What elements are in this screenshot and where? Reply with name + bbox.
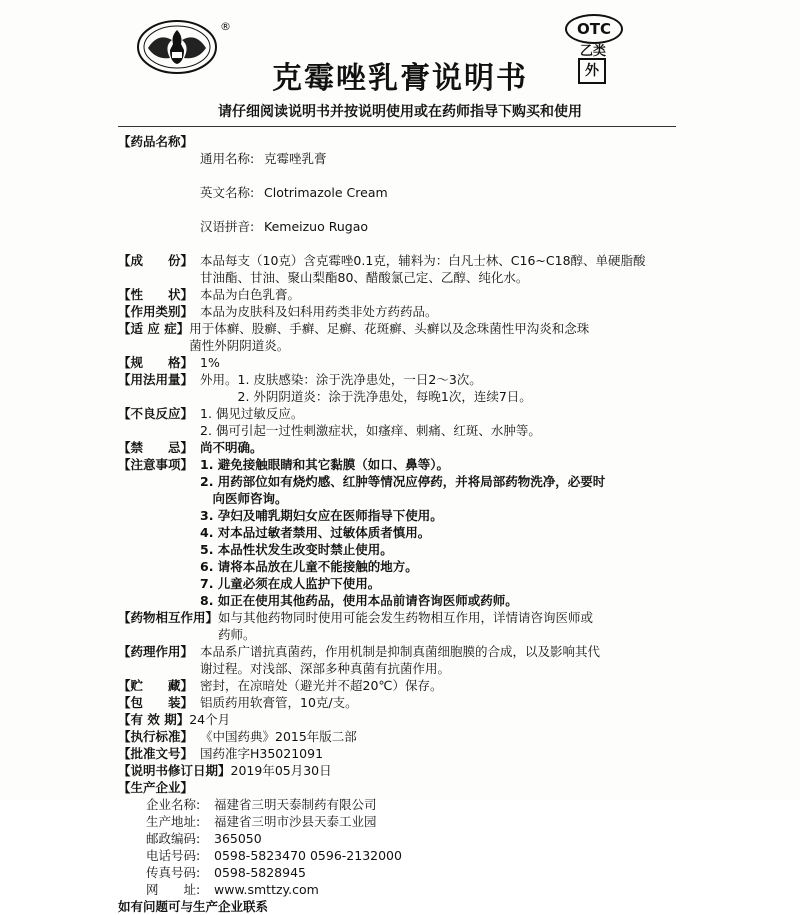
section-value: 铝质药用软膏管，10克/支。 [200, 695, 358, 710]
section-label: 【规 格】 [118, 355, 194, 370]
section-value: 1% [200, 355, 220, 370]
section-value: 本品为皮肤科及妇科用药类非处方药药品。 [200, 304, 438, 319]
drug-name-row: 英文名称: Clotrimazole Cream [200, 185, 388, 200]
manufacturer-row: 邮政编码: 365050 [146, 831, 262, 846]
section-row [118, 677, 698, 694]
drug-name-row: 汉语拼音: Kemeizuo Rugao [200, 219, 368, 234]
section-row [118, 320, 698, 354]
section-row [118, 439, 698, 456]
section-value: 尚不明确。 [200, 440, 263, 455]
section-value: 24个月 [189, 712, 231, 727]
section-label: 【用法用量】 [118, 372, 194, 387]
section-row [118, 405, 698, 439]
page-title: 克霉唑乳膏说明书 [272, 61, 528, 96]
section-label: 【批准文号】 [118, 746, 194, 761]
section-row [118, 694, 698, 711]
section-row [118, 456, 698, 609]
section-value: 1. 偶见过敏反应。 2. 偶可引起一过性刺激症状，如瘙痒、刺痛、红斑、水肿等。 [200, 406, 541, 438]
section-manufacturer [118, 779, 698, 915]
section-row [118, 728, 698, 745]
section-value: 本品每支（10克）含克霉唑0.1克，辅料为：白凡士林、C16~C18醇、单硬脂酸 甘油酯、甘油、聚山梨酯80、醋酸氯己定、乙醇、纯化水。 [200, 253, 646, 285]
drug-name-row: 通用名称: 克霉唑乳膏 [200, 151, 327, 166]
section-row [118, 762, 698, 779]
otc-class-label: 乙类 [579, 44, 606, 59]
section-label: 【注意事项】 [118, 457, 194, 472]
section-row [118, 286, 698, 303]
section-label: 【贮 藏】 [118, 678, 194, 693]
section-value: 《中国药典》2015年版二部 [200, 729, 357, 744]
section-label: 【作用类别】 [118, 304, 194, 319]
registered-mark: ® [220, 20, 231, 33]
section-label: 【有 效 期】 [118, 712, 190, 727]
section-row [118, 711, 698, 728]
divider [118, 126, 676, 127]
manufacturer-row: 生产地址: 福建省三明市沙县天泰工业园 [146, 814, 377, 829]
section-value: 2019年05月30日 [230, 763, 332, 778]
section-value: 外用。1. 皮肤感染：涂于洗净患处，一日2～3次。 2. 外阴阴道炎：涂于洗净患处，每晚1次，连续7日。 [200, 372, 532, 404]
section-value: 如与其他药物同时使用可能会发生药物相互作用，详情请咨询医师或 药师。 [218, 610, 594, 642]
section-label: 【包 装】 [118, 695, 194, 710]
external-use-badge: 外 [578, 58, 606, 84]
section-row [118, 252, 698, 286]
section-row [118, 371, 698, 405]
section-label: 【性 状】 [118, 287, 194, 302]
otc-badge: OTC [565, 14, 623, 44]
section-list [118, 252, 698, 779]
section-value: 用于体癣、股癣、手癣、足癣、花斑癣、头癣以及念珠菌性甲沟炎和念珠 菌性外阴阴道炎。 [189, 321, 590, 353]
section-label: 【药品名称】 [118, 134, 194, 149]
section-row [118, 609, 698, 643]
usage-warning: 请仔细阅读说明书并按说明使用或在药师指导下购买和使用 [218, 104, 582, 120]
section-label: 【不良反应】 [118, 406, 194, 421]
section-label: 【说明书修订日期】 [118, 763, 231, 778]
section-value: 1. 避免接触眼睛和其它黏膜（如口、鼻等）。 2. 用药部位如有烧灼感、红肿等情况应停药，并将局部药物洗净，必要时 向医师咨询。 3. 孕妇及哺乳期妇女应在医师指导下使用。 4. 对本品过敏者禁用、过敏体质者慎用。 5. 本品性状发生改变时禁止使用。 6. 请将本品放在儿童不能接触的地方。 7. 儿童必须在成人监护下使用。 8. 如正在使用其他药品，使用本品前请咨询医师或药师。 [200, 457, 606, 608]
section-label: 【成 份】 [118, 253, 194, 268]
section-value: 密封，在凉暗处（避光并不超20℃）保存。 [200, 678, 443, 693]
section-value: 本品系广谱抗真菌药，作用机制是抑制真菌细胞膜的合成，以及影响其代 谢过程。对浅部、深部多种真菌有抗菌作用。 [200, 644, 601, 676]
section-value: 本品为白色乳膏。 [200, 287, 301, 302]
section-label: 【生产企业】 [118, 780, 194, 795]
section-label: 【药物相互作用】 [118, 610, 219, 625]
manufacturer-row: 传真号码: 0598-5828945 [146, 865, 306, 880]
manufacturer-row: 电话号码: 0598-5823470 0596-2132000 [146, 848, 402, 863]
section-label: 【药理作用】 [118, 644, 194, 659]
section-label: 【执行标准】 [118, 729, 194, 744]
section-row [118, 745, 698, 762]
section-label: 【禁 忌】 [118, 440, 194, 455]
section-row [118, 303, 698, 320]
section-value: 国药准字H35021091 [200, 746, 324, 761]
leaflet-body [118, 133, 698, 915]
section-drug-name [118, 133, 698, 252]
manufacturer-row: 企业名称: 福建省三明天泰制药有限公司 [146, 797, 377, 812]
contact-note: 如有问题可与生产企业联系 [118, 899, 269, 914]
section-row [118, 354, 698, 371]
section-label: 【适 应 症】 [118, 321, 190, 336]
section-row [118, 643, 698, 677]
manufacturer-row: 网 址: www.smttzy.com [146, 882, 319, 897]
